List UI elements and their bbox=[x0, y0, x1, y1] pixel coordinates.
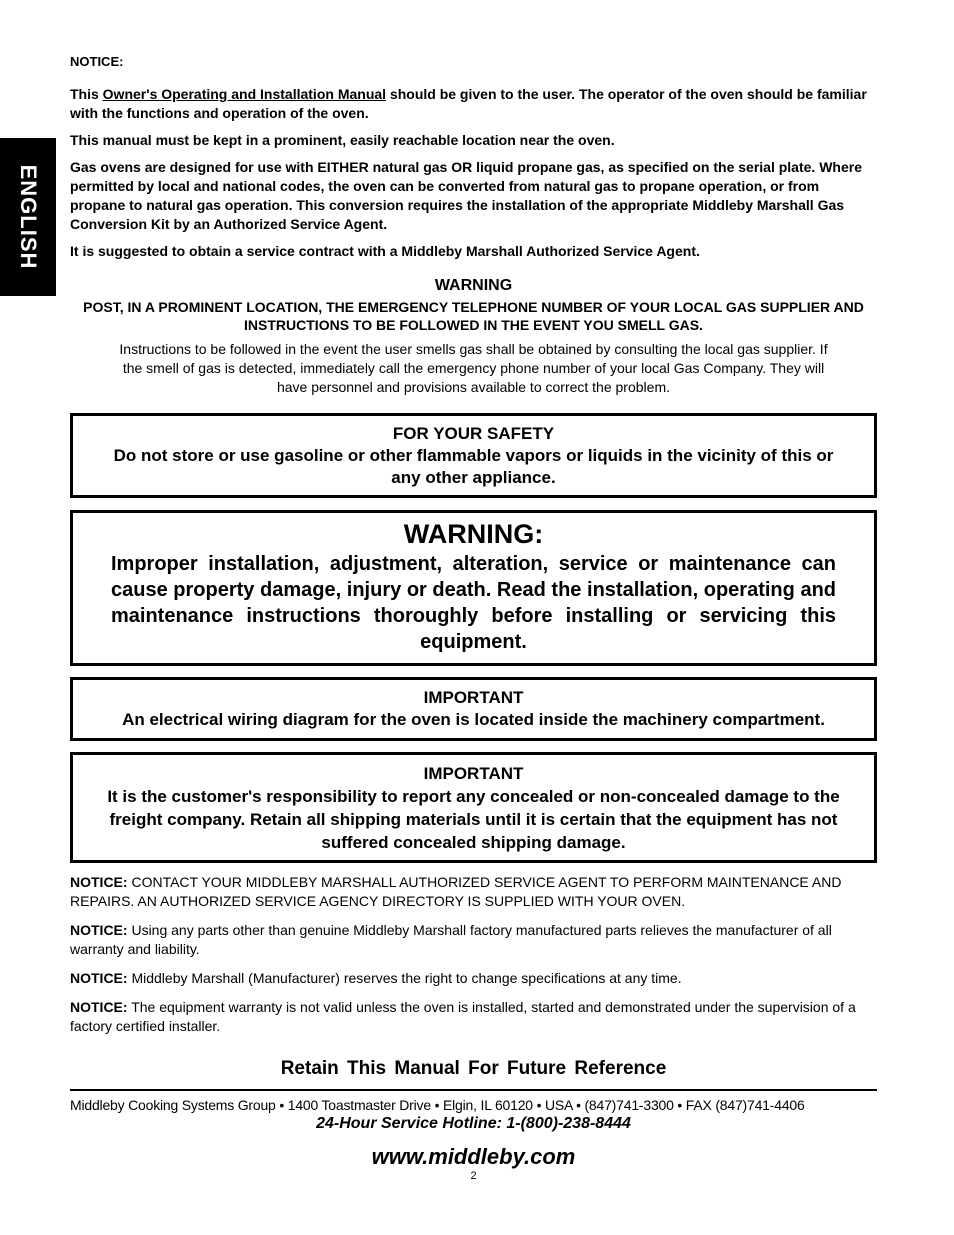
notice-text: The equipment warranty is not valid unless the oven is installed, started and demonstrated under the supervision of a factory certified installer. bbox=[70, 999, 856, 1034]
website-url: www.middleby.com bbox=[371, 1144, 576, 1169]
notice-label: NOTICE: bbox=[70, 970, 128, 986]
intro-paragraph-4: It is suggested to obtain a service contract with a Middleby Marshall Authorized Service Agent. bbox=[70, 243, 700, 259]
gas-warning-title: WARNING bbox=[434, 277, 513, 294]
notice-item bbox=[70, 969, 877, 988]
gas-warning-body: Instructions to be followed in the event the user smells gas shall be obtained by consulting the local gas supplier. If the smell of gas is detected, immediately call the emergency phone number of your local Gas Company. They will have personnel and provisions available to correct the problem. bbox=[119, 341, 828, 395]
notice-label: NOTICE: bbox=[70, 999, 128, 1015]
intro-p1-post: should be given to the user. The operator of the oven should be familiar with the functions and operation of the oven. bbox=[70, 86, 867, 121]
important-box-wiring-title: IMPORTANT bbox=[423, 688, 524, 707]
intro-p1-pre: This bbox=[70, 86, 103, 102]
intro-paragraph-2: This manual must be kept in a prominent, easily reachable location near the oven. bbox=[70, 132, 615, 148]
page-content bbox=[70, 54, 877, 1183]
notice-label: NOTICE: bbox=[70, 874, 128, 890]
notice-text: Using any parts other than genuine Middleby Marshall factory manufactured parts relieves the manufacturer of all warranty and liability. bbox=[70, 922, 832, 957]
intro-paragraph-3: Gas ovens are designed for use with EITHER natural gas OR liquid propane gas, as specified on the serial plate. Where permitted by local and national codes, the oven can be converted from natural gas to propane operation, or from propane to natural gas operation. This conversion requires the installation of the appropriate Middleby Marshall Gas Conversion Kit by an Authorized Service Agent. bbox=[70, 159, 862, 232]
notice-item bbox=[70, 998, 877, 1036]
company-address: Middleby Cooking Systems Group • 1400 Toastmaster Drive • Elgin, IL 60120 • USA • (847)741-3300 • FAX (847)741-4406 bbox=[70, 1097, 805, 1113]
retain-manual-heading: Retain This Manual For Future Reference bbox=[70, 1058, 877, 1091]
notice-item bbox=[70, 873, 877, 911]
notice-label: NOTICE: bbox=[70, 922, 128, 938]
language-tab bbox=[0, 138, 56, 296]
important-box-shipping-title: IMPORTANT bbox=[423, 764, 524, 783]
important-box-wiring bbox=[70, 677, 877, 741]
warning-box bbox=[70, 510, 877, 666]
intro-paragraph-1 bbox=[70, 85, 877, 123]
safety-box-body: Do not store or use gasoline or other flammable vapors or liquids in the vicinity of this or any other appliance. bbox=[113, 446, 834, 487]
gas-warning-caps: POST, IN A PROMINENT LOCATION, THE EMERGENCY TELEPHONE NUMBER OF YOUR LOCAL GAS SUPPLIER AND INSTRUCTIONS TO BE FOLLOWED IN THE EVENT YOU SMELL GAS. bbox=[83, 299, 864, 333]
service-hotline: 24-Hour Service Hotline: 1-(800)-238-8444 bbox=[316, 1115, 631, 1132]
manual-title-underlined: Owner's Operating and Installation Manual bbox=[102, 86, 387, 102]
notice-list bbox=[70, 873, 877, 1036]
warning-box-title: WARNING: bbox=[403, 519, 544, 549]
language-tab-label: ENGLISH bbox=[16, 164, 41, 270]
important-box-shipping-body: It is the customer's responsibility to report any concealed or non-concealed damage to the freight company. Retain all shipping materials until it is certain that the equipment has not suffered concealed shipping damage. bbox=[107, 787, 840, 852]
notice-text: CONTACT YOUR MIDDLEBY MARSHALL AUTHORIZED SERVICE AGENT TO PERFORM MAINTENANCE AND REPAIRS. AN AUTHORIZED SERVICE AGENCY DIRECTORY IS SUPPLIED WITH YOUR OVEN. bbox=[70, 874, 842, 909]
important-box-shipping bbox=[70, 752, 877, 863]
warning-box-body: Improper installation, adjustment, alteration, service or maintenance can cause property damage, injury or death. Read the installation, operating and maintenance instructions thoroughly before installing or servicing this equipment. bbox=[111, 553, 836, 653]
safety-box bbox=[70, 413, 877, 498]
important-box-wiring-body: An electrical wiring diagram for the oven is located inside the machinery compartment. bbox=[122, 710, 825, 729]
page-number: 2 bbox=[470, 1170, 477, 1182]
safety-box-title: FOR YOUR SAFETY bbox=[392, 424, 555, 443]
notice-item bbox=[70, 921, 877, 959]
notice-heading: NOTICE: bbox=[70, 54, 124, 69]
notice-text: Middleby Marshall (Manufacturer) reserves the right to change specifications at any time. bbox=[127, 970, 682, 986]
